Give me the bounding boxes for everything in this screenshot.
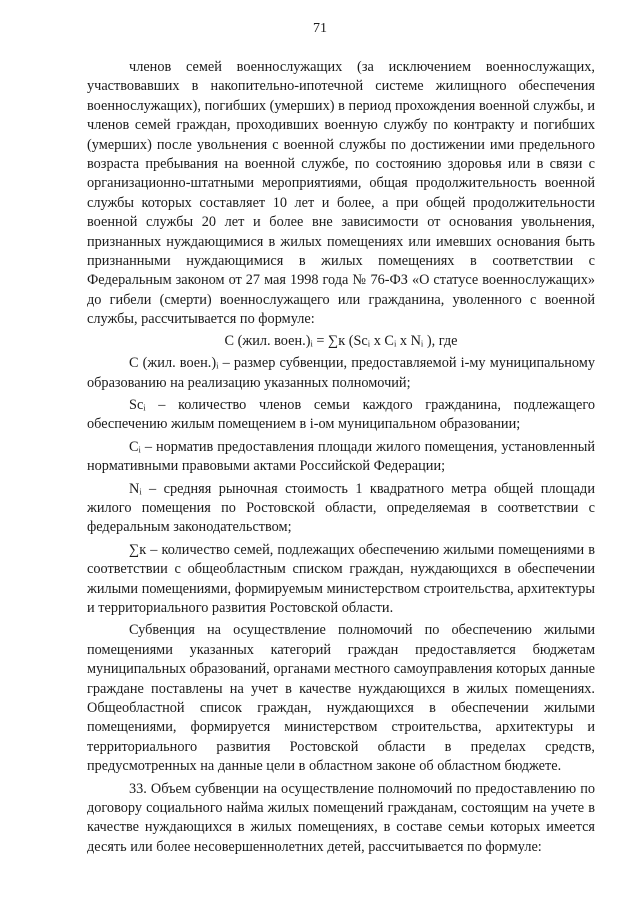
definition-sum: ∑к – количество семей, подлежащих обеспечению жилыми помещениями в соответствии с общеобластным списком граждан, нуждающихся в обеспечении жилыми помещениями, формируемым министерством строительства, архитектуры и территориального развития Ростовской области. (87, 541, 595, 616)
definition-ni: Nᵢ – средняя рыночная стоимость 1 квадратного метра общей площади жилого помещения по Ростовской области, определяемая в соответствии с федеральным законодательством; (87, 480, 595, 536)
page-number: 71 (313, 21, 327, 36)
formula-line: C (жил. воен.)ᵢ = ∑к (Scᵢ х Cᵢ х Nᵢ ), где (224, 332, 458, 349)
paragraph-subvention: Субвенция на осуществление полномочий по обеспечению жилыми помещениями указанных категорий граждан предоставляется бюджетам муниципальных образований, органами местного самоуправления которых данные граждане поставлены на учет в качестве нуждающихся в жилых помещениях. Общеобластной список граждан, нуждающихся в обеспечении жилыми помещениями, формируется министерством строительства, архитектуры и территориального развития Ростовской области в пределах средств, предусмотренных на данные цели в областном законе об областном бюджете. (87, 622, 595, 775)
paragraph-item-33: 33. Объем субвенции на осуществление полномочий по предоставлению по договору социального найма жилых помещений гражданам, состоящим на учете в качестве нуждающихся в жилых помещениях, в составе семьи которых имеется десять или более несовершеннолетних детей, рассчитывается по формуле: (87, 780, 595, 855)
definition-ci: Cᵢ – норматив предоставления площади жилого помещения, установленный нормативными правовыми актами Российской Федерации; (87, 438, 595, 475)
definition-c: С (жил. воен.)ᵢ – размер субвенции, предоставляемой i-му муниципальному образованию на реализацию указанных полномочий; (87, 355, 595, 391)
definition-sc: Scᵢ – количество членов семьи каждого гражданина, подлежащего обеспечению жилым помещением в i-ом муниципальном образовании; (87, 396, 595, 433)
document-body (87, 58, 595, 857)
paragraph-intro: членов семей военнослужащих (за исключением военнослужащих, участвовавших в накопительно-ипотечной системе жилищного обеспечения военнослужащих), погибших (умерших) в период прохождения военной службы, и членов семей граждан, проходивших военную службу по контракту и погибших (умерших) после увольнения с военной службы по достижении ими предельного возраста пребывания на военной службе, по состоянию здоровья или в связи с организационно-штатными мероприятиями, общая продолжительность военной службы которых составляет 10 лет и более, а при общей продолжительности военной службы 20 лет и более вне зависимости от основания увольнения, признанных нуждающимися в жилых помещениях или имевших основания быть признанными нуждающимися в жилых помещениях в соответствии с Федеральным законом от 27 мая 1998 года № 76-ФЗ «О статусе военнослужащих» до гибели (смерти) военнослужащего или гражданина, уволенного с военной службы, рассчитывается по формуле: (87, 59, 595, 328)
